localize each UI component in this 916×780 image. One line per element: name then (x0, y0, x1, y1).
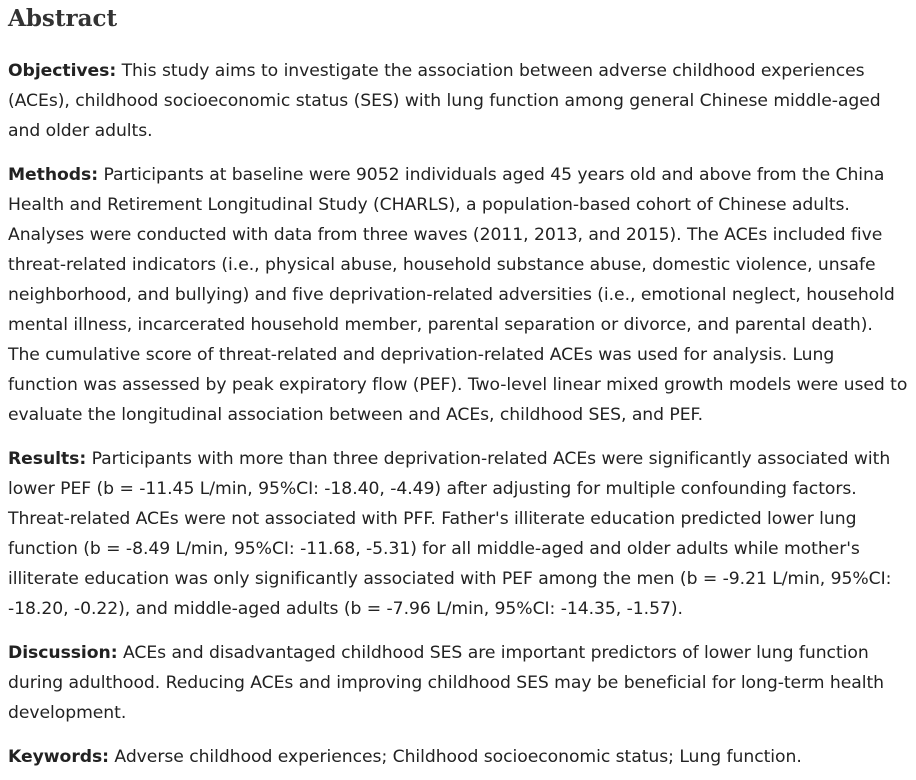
objectives-paragraph (8, 56, 908, 146)
abstract-heading: Abstract (8, 5, 118, 32)
keywords-text: Adverse childhood experiences; Childhood socioeconomic status; Lung function. (114, 747, 802, 767)
objectives-label: Objectives: (8, 61, 117, 81)
methods-text: Participants at baseline were 9052 individuals aged 45 years old and above from the China Health and Retirement Longitudinal Study (CHARLS), a population-based cohort of Chinese adults. Analyses were conducted with data from three waves (2011, 2013, and 2015). The ACEs included five threat-related indicators (i.e., physical abuse, household substance abuse, domestic violence, unsafe neighborhood, and bullying) and five deprivation-related adversities (i.e., emotional neglect, household mental illness, incarcerated household member, parental separation or divorce, and parental death). The cumulative score of threat-related and deprivation-related ACEs was used for analysis. Lung function was assessed by peak expiratory flow (PEF). Two-level linear mixed growth models were used to evaluate the longitudinal association between and ACEs, childhood SES, and PEF. (8, 165, 908, 425)
discussion-text: ACEs and disadvantaged childhood SES are important predictors of lower lung function during adulthood. Reducing ACEs and improving childhood SES may be beneficial for long-term health development. (8, 643, 885, 723)
results-paragraph (8, 444, 908, 624)
methods-label: Methods: (8, 165, 99, 185)
results-label: Results: (8, 449, 87, 469)
results-text: Participants with more than three deprivation-related ACEs were significantly associated with lower PEF (b = -11.45 L/min, 95%CI: -18.40, -4.49) after adjusting for multiple confounding factors. Threat-related ACEs were not associated with PFF. Father's illiterate education predicted lower lung function (b = -8.49 L/min, 95%CI: -11.68, -5.31) for all middle-aged and older adults while mother's illiterate education was only significantly associated with PEF among the men (b = -9.21 L/min, 95%CI: -18.20, -0.22), and middle-aged adults (b = -7.96 L/min, 95%CI: -14.35, -1.57). (8, 449, 892, 619)
methods-paragraph (8, 160, 908, 430)
keywords-paragraph (8, 742, 908, 772)
keywords-label: Keywords: (8, 747, 109, 767)
discussion-label: Discussion: (8, 643, 118, 663)
discussion-paragraph (8, 638, 908, 728)
objectives-text: This study aims to investigate the association between adverse childhood experiences (ACEs), childhood socioeconomic status (SES) with lung function among general Chinese middle-aged and older adults. (8, 61, 881, 141)
